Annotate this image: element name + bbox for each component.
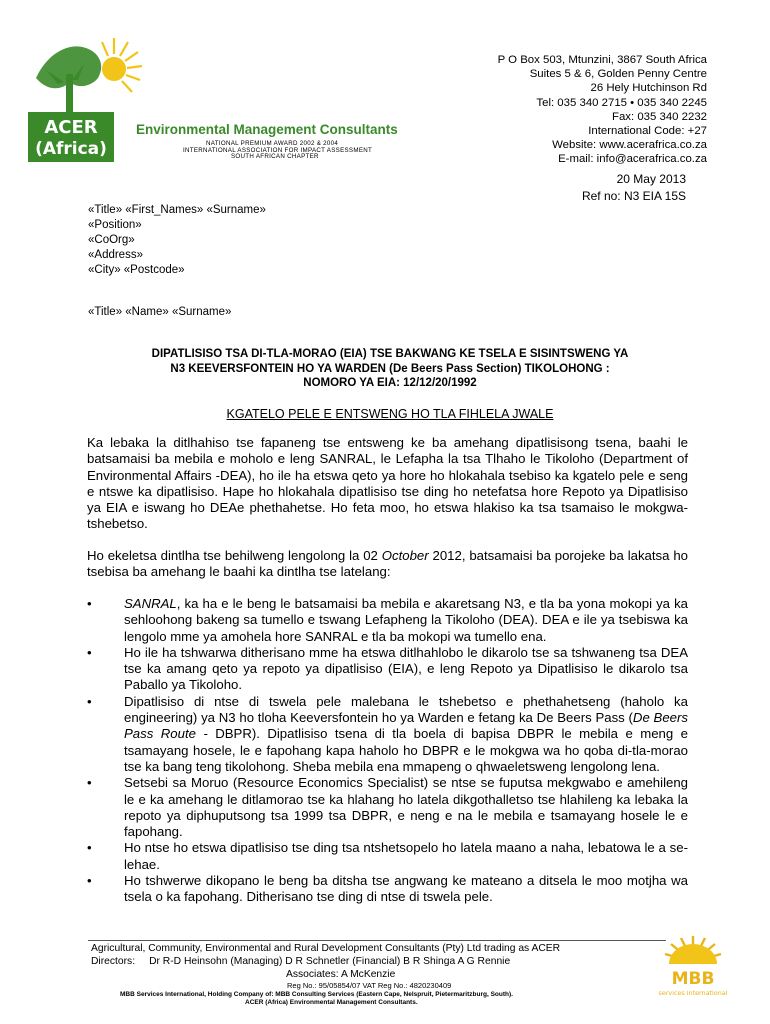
- paragraph-text: 2012, batsamaisi ba porojeke ba lakatsa ho tsebisa ba amehang le baahi ka dintlha tse latelang:: [87, 548, 688, 580]
- international-code: International Code: +27: [588, 125, 707, 138]
- footer-divider: [88, 940, 666, 941]
- acer-africa-logo: [28, 34, 143, 162]
- street-address: 26 Hely Hutchinson Rd: [590, 82, 707, 95]
- salutation: «Title» «Name» «Surname»: [88, 306, 232, 318]
- merge-field-city: «City» «Postcode»: [88, 264, 185, 276]
- fax: Fax: 035 340 2232: [612, 110, 707, 123]
- footer-registration: Reg No.: 95/05854/07 VAT Reg No.: 4820230409: [287, 981, 452, 990]
- list-item: [87, 873, 688, 906]
- merge-field-position: «Position»: [88, 219, 142, 231]
- bullet-icon: •: [87, 693, 92, 709]
- title-line: NOMORO YA EIA: 12/12/20/1992: [303, 377, 477, 390]
- award-line: INTERNATIONAL ASSOCIATION FOR IMPACT ASSESSMENT: [183, 147, 373, 154]
- title-line: DIPATLISISO TSA DI-TLA-MORAO (EIA) TSE BAKWANG KE TSELA E SISINTSWENG YA: [151, 348, 629, 360]
- item-text: Ho ile ha tshwarwa ditherisano mme ha etswa ditlhahlobo le dikarolo tse sa tshwaneng tsa DEA tse ka amang qeto ya repoto ya dipatlisiso (EIA), e leng Repoto ya Dipatlisiso le dikarolo tsa Paballo ya Tikoloho.: [124, 644, 688, 693]
- footer-directors: [91, 956, 510, 967]
- mbb-logo-sub: services international: [658, 989, 728, 997]
- directors-names: Dr R-D Heinsohn (Managing) D R Schnetler (Financial) B R Shinga A G Rennie: [149, 956, 511, 967]
- item-text: DBPR). Dipatlisiso tsena di tla boela di bapisa DBPR le mebila e meng e tsamayang hosele, le e fapohang kapa haholo ho DBPR e le mokgwa wa ho qoba di-tla-morao tse ka bang teng tikolohong. Sheba mebila ena mmapeng o qhwaeletsweng lengolong lena.: [124, 726, 688, 774]
- reference-number: Ref no: N3 EIA 15S: [581, 189, 686, 203]
- paragraph-text: Ho ekeletsa dintlha tse behilweng lengolong la 02: [87, 548, 382, 563]
- contact-block: [498, 53, 707, 167]
- bullet-icon: •: [87, 840, 92, 856]
- item-text: , ka ha e le beng le batsamaisi ba mebila e akaretsang N3, e tla ba yona mokopi ya ka sehloohong bakeng sa tumello e tswang Lefapheng la Tikoloho (DEA). DEA e ile ya tsebiswa ka lengolo mme ya amohela hore SANRAL e tla ba mokopi wa tumello ena.: [124, 596, 688, 644]
- mbb-logo: [653, 930, 733, 1002]
- sun: [102, 57, 126, 81]
- bullet-icon: •: [87, 644, 92, 660]
- bullet-list: [87, 596, 688, 906]
- paragraph-2: [87, 548, 688, 581]
- list-item: [87, 775, 688, 840]
- item-text: Ho ntse ho etswa dipatlisiso tse ding tsa ntshetsopelo ho latela maano a naha, lebatowa le a se-lehae.: [124, 840, 688, 872]
- list-item: [87, 596, 688, 645]
- telephone: Tel: 035 340 2715 • 035 340 2245: [536, 96, 707, 109]
- item-text: Setsebi sa Moruo (Resource Economics Specialist) se ntse se fuputsa mekgwabo e amehileng le e ka amehang le ditlamorao tse ka hlahang ho latela dikgothalletso tse hlahileng ka lebaka la repoto ya diphuputsong tsa 1999 tsa DBPR, e neng e na le mebila e tsamayang hosele le e fapohang.: [124, 775, 688, 840]
- list-item: [87, 694, 688, 775]
- title-line: N3 KEEVERSFONTEIN HO YA WARDEN (De Beers Pass Section) TIKOLOHONG :: [170, 362, 610, 375]
- footer-associates: Associates: A McKenzie: [286, 969, 396, 980]
- letter-title: [70, 347, 710, 391]
- email: E-mail: info@acerafrica.co.za: [558, 153, 707, 166]
- mbb-logo-text: MBB: [671, 969, 715, 989]
- paragraph-1: Ka lebaka la ditlhahiso tse fapaneng tse entsweng ke ba amehang dipatlisisong tsena, baahi le batsamaisi ba mebila e moholo e leng SANRAL, le Lefapha la tsa Tlhaho le Tikoloho (Department of Environmental Affairs -DEA), ho ile ha etswa qeto ya hore ho hlokahala tsebiso ka kgatelo pele e seng e ntswe ka dipatlisiso. Hape ho hlokahala dipatlisiso tse ding ho netefatsa hore Repoto ya Dipatlisiso ya EIA e iswang ho DEAe phethahetse. Ho feta moo, ho etswa hlakiso ka tsa tsamaiso le mokgwa-tshebetso.: [87, 435, 688, 532]
- footer-acer-line: ACER (Africa) Environmental Management Consultants.: [245, 999, 418, 1006]
- award-line: SOUTH AFRICAN CHAPTER: [231, 153, 319, 160]
- logo-text-acer: ACER: [44, 117, 98, 138]
- item-italic: SANRAL: [124, 596, 177, 611]
- tree-graphic: [36, 46, 101, 114]
- list-item: [87, 645, 688, 694]
- list-item: [87, 840, 688, 873]
- award-line: NATIONAL PREMIUM AWARD 2002 & 2004: [206, 140, 339, 147]
- item-text: Ho tshwerwe dikopano le beng ba ditsha tse angwang ke mateano a ditsela le moo motjha wa tsela o ka fapohang. Ditherisano tse ding di ntse di tswela pele.: [124, 873, 688, 905]
- bullet-icon: •: [87, 873, 92, 889]
- logo-text-africa: (Africa): [35, 139, 107, 159]
- directors-label: Directors:: [91, 956, 136, 967]
- item-text: Dipatlisiso di ntse di tswela pele malebana le tshebetso e phethahetseng (haholo ka engineering) ya N3 ho tloha Keeversfontein ho ya Warden e fetang ka De Beers Pass (: [124, 693, 688, 726]
- merge-field-name: «Title» «First_Names» «Surname»: [88, 204, 266, 216]
- suite-address: Suites 5 & 6, Golden Penny Centre: [529, 68, 707, 81]
- item-italic: De Beers Pass Route -: [124, 710, 688, 742]
- website: Website: www.acerafrica.co.za: [552, 139, 707, 152]
- paragraph-italic: October: [381, 548, 429, 563]
- subheading: KGATELO PELE E ENTSWENG HO TLA FIHLELA JWALE: [226, 407, 554, 421]
- company-title: Environmental Management Consultants: [136, 122, 398, 137]
- postal-address: P O Box 503, Mtunzini, 3867 South Africa: [497, 54, 707, 66]
- footer-mbb-line: MBB Services International, Holding Company of: MBB Consulting Services (Eastern Cape, Nelspruit, Pietermaritzburg, South).: [120, 991, 513, 998]
- bullet-icon: •: [87, 596, 92, 611]
- bullet-icon: •: [87, 775, 92, 791]
- footer-company-line: Agricultural, Community, Environmental and Rural Development Consultants (Pty) Ltd trading as ACER: [91, 943, 561, 954]
- letter-date: 20 May 2013: [616, 172, 686, 186]
- merge-field-address: «Address»: [88, 249, 143, 261]
- merge-field-coorg: «CoOrg»: [88, 234, 135, 246]
